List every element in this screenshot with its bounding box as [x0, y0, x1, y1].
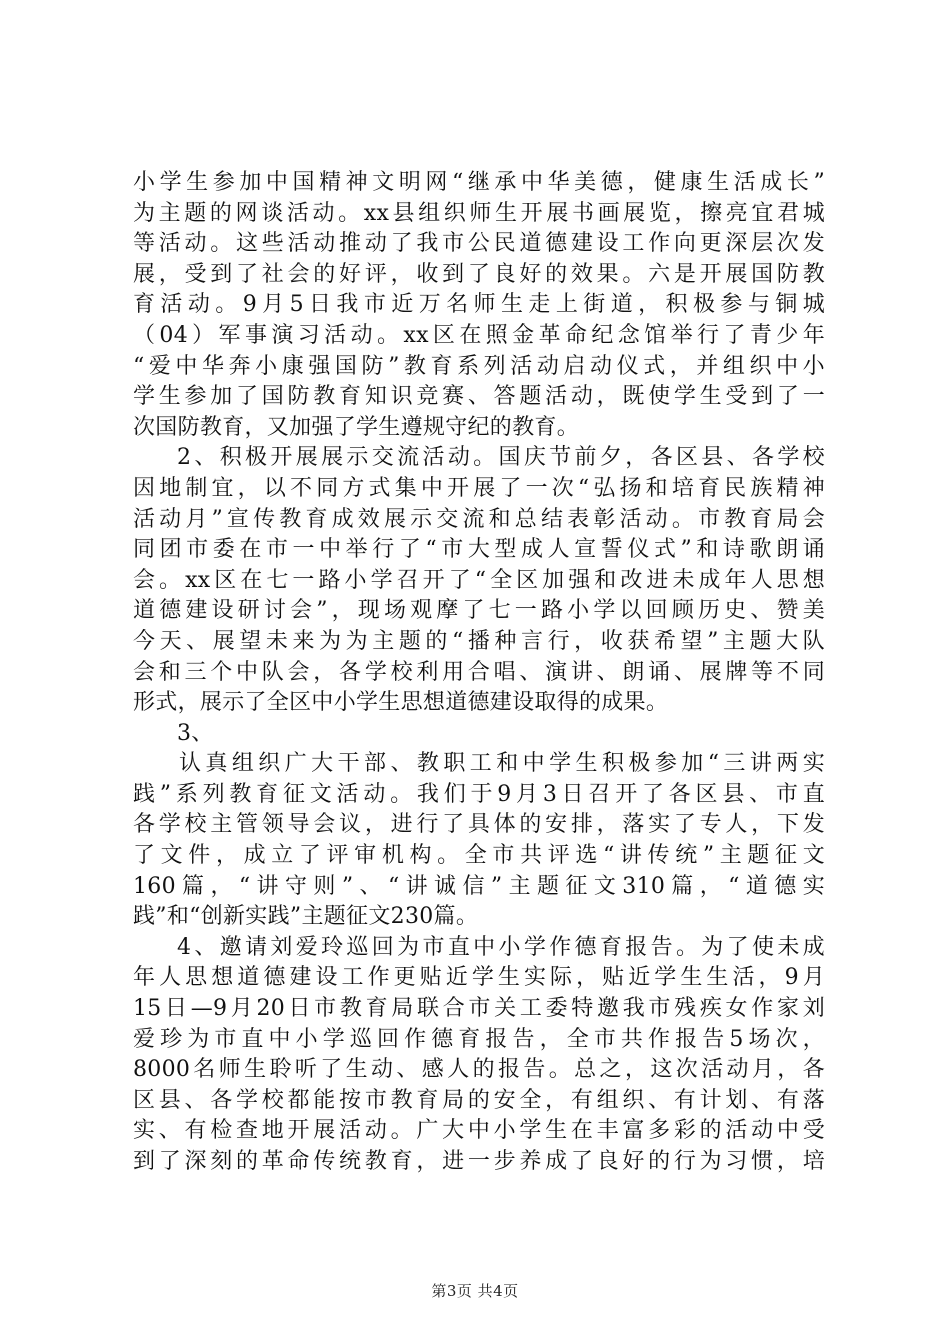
text-line: 道德建设研讨会”，现场观摩了七一路小学以回顾历史、赞美	[133, 598, 825, 624]
text-line: 等活动。这些活动推动了我市公民道德建设工作向更深层次发	[133, 231, 825, 257]
text-line: 年人思想道德建设工作更贴近学生实际，贴近学生生活，9月	[133, 965, 825, 991]
text-line: 次国防教育，又加强了学生遵规守纪的教育。	[133, 414, 580, 440]
text-line: 8000名师生聆听了生动、感人的报告。总之，这次活动月，各	[133, 1057, 825, 1083]
text-line: 15日—9月20日市教育局联合市关工委特邀我市残疾女作家刘	[133, 996, 825, 1022]
text-line: 会。xx区在七一路小学召开了“全区加强和改进未成年人思想	[133, 567, 825, 593]
text-line: 展，受到了社会的好评，收到了良好的效果。六是开展国防教	[133, 261, 825, 287]
text-line: “爱中华奔小康强国防”教育系列活动启动仪式，并组织中小	[133, 353, 825, 379]
text-line: 同团市委在市一中举行了“市大型成人宣誓仪式”和诗歌朗诵	[133, 537, 825, 563]
text-line: （04）军事演习活动。xx区在照金革命纪念馆举行了青少年	[133, 322, 825, 348]
paragraph-4-start: 4、邀请刘爱玲巡回为市直中小学作德育报告。为了使未成	[177, 934, 825, 960]
text-line: 各学校主管领导会议，进行了具体的安排，落实了专人，下发	[133, 812, 825, 838]
text-line: 践”系列教育征文活动。我们于9月3日召开了各区县、市直	[133, 781, 825, 807]
page-number-footer: 第3页 共4页	[431, 1282, 519, 1300]
paragraph-2-start: 2、积极开展展示交流活动。国庆节前夕，各区县、各学校	[177, 445, 825, 471]
text-line: 育活动。9月5日我市近万名师生走上街道，积极参与铜城	[133, 292, 825, 318]
text-line: 为主题的网谈活动。xx县组织师生开展书画展览，擦亮宜君城	[133, 200, 825, 226]
text-line: 会和三个中队会，各学校利用合唱、演讲、朗诵、展牌等不同	[133, 659, 825, 685]
document-body	[133, 168, 825, 1178]
text-line: 今天、展望未来为为主题的“播种言行，收获希望”主题大队	[133, 628, 825, 654]
text-line: 爱珍为市直中小学巡回作德育报告，全市共作报告5场次，	[133, 1026, 825, 1052]
paragraph-3-start: 认真组织广大干部、教职工和中学生积极参加“三讲两实	[179, 751, 825, 777]
paragraph-3-number: 3、	[177, 720, 214, 746]
text-line: 到了深刻的革命传统教育，进一步养成了良好的行为习惯，培	[133, 1149, 825, 1174]
text-line: 践”和“创新实践”主题征文230篇。	[133, 904, 479, 930]
text-line: 学生参加了国防教育知识竞赛、答题活动，既使学生受到了一	[133, 384, 825, 410]
text-line: 活动月”宣传教育成效展示交流和总结表彰活动。市教育局会	[133, 506, 825, 532]
text-line: 形式，展示了全区中小学生思想道德建设取得的成果。	[133, 690, 669, 716]
text-line: 160篇，“讲守则”、“讲诚信”主题征文310篇，“道德实	[133, 873, 825, 899]
text-line: 因地制宜，以不同方式集中开展了一次“弘扬和培育民族精神	[133, 475, 825, 501]
text-line: 小学生参加中国精神文明网“继承中华美德，健康生活成长”	[133, 170, 825, 195]
text-line: 了文件，成立了评审机构。全市共评选“讲传统”主题征文	[133, 843, 825, 869]
text-line: 实、有检查地开展活动。广大中小学生在丰富多彩的活动中受	[133, 1118, 825, 1144]
text-line: 区县、各学校都能按市教育局的安全，有组织、有计划、有落	[133, 1087, 825, 1113]
